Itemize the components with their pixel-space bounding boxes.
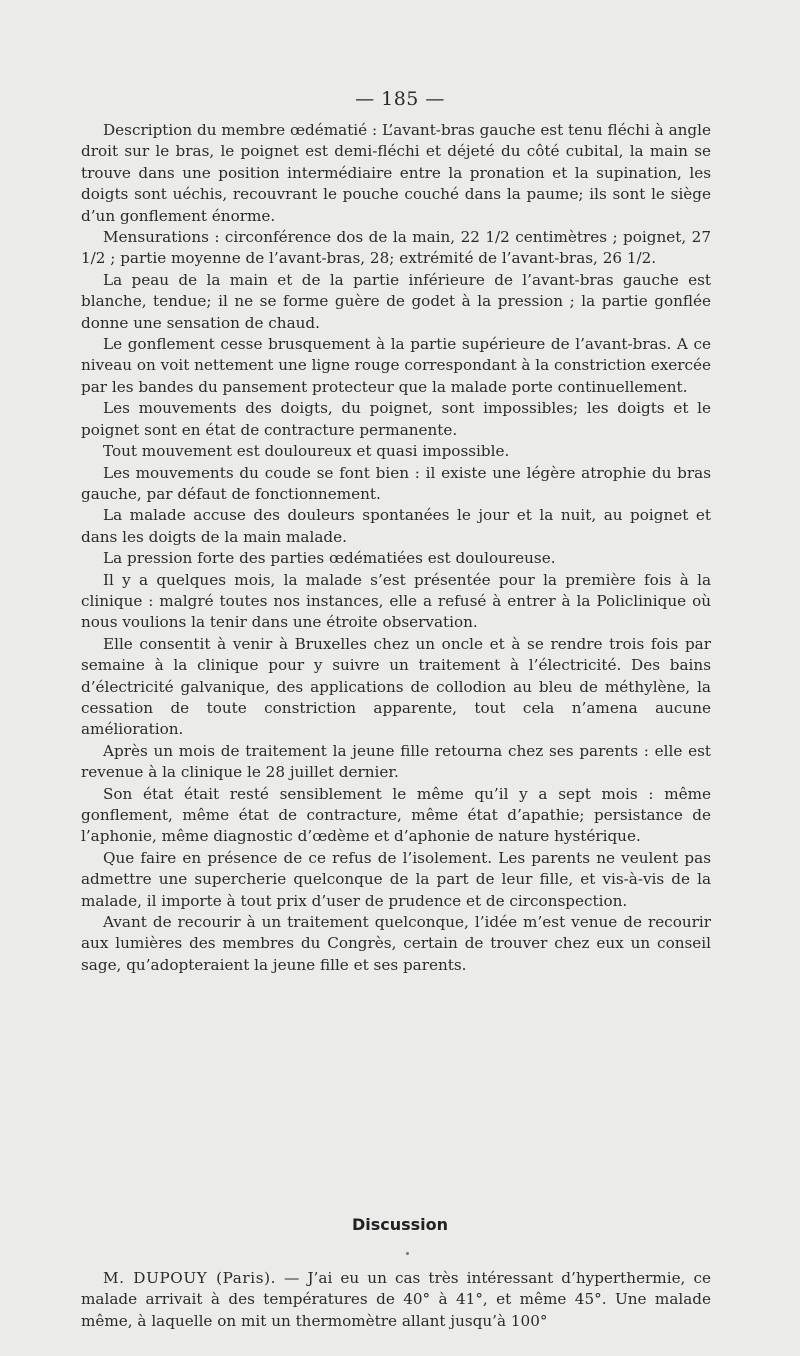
discussion-paragraph [81,1268,711,1332]
paragraph-mouvements-coude: Les mouvements du coude se font bien : il existe une légère atrophie du bras gauche, par défaut de fonctionnement. [81,463,711,503]
decorative-dot [406,1252,409,1255]
paragraph-mouvements-doigts: Les mouvements des doigts, du poignet, sont impossibles; les doigts et le poignet sont en état de contracture permanente. [81,399,711,439]
discussion-block [81,1268,711,1332]
paragraph-mouvement-douloureux: Tout mouvement est douloureux et quasi impossible. [103,442,510,461]
speaker-name: M. DUPOUY (Paris). [103,1269,277,1287]
paragraph-bruxelles: Elle consentit à venir à Bruxelles chez un oncle et à se rendre trois fois par semaine à la clinique pour y suivre un traitement à l’électricité. Des bains d’électricité galvanique, des applications de collodion au bleu de méthylène, la cessation de toute constriction apparente, tout cela n’amena aucune amélioration. [81,634,711,739]
paragraph-etat: Son état était resté sensiblement le même qu’il y a sept mois : même gonflement, même état de contracture, même état d’apathie; persistance de l’aphonie, même diagnostic d’œdème et d’aphonie de nature hystérique. [81,784,711,846]
paragraph-pression: La pression forte des parties œdématiées est douloureuse. [103,549,556,568]
body-text [81,120,711,976]
paragraph-douleurs: La malade accuse des douleurs spontanées le jour et la nuit, au poignet et dans les doigts de la main malade. [81,506,711,546]
page-number: — 185 — [355,88,445,110]
paragraph-congres: Avant de recourir à un traitement quelconque, l’idée m’est venue de recourir aux lumières des membres du Congrès, certain de trouver chez eux un conseil sage, qu’adopteraient la jeune fille et ses parents. [81,913,711,974]
paragraph-clinique: Il y a quelques mois, la malade s’est présentée pour la première fois à la clinique : malgré toutes nos instances, elle a refusé à entrer à la Policlinique où nous voulions la tenir dans une étroite observation. [81,570,711,632]
discussion-text: — J’ai eu un cas très intéressant d’hyperthermie, ce malade arrivait à des températures de 40° à 41°, et même 45°. Une malade même, à laquelle on mit un thermomètre allant jusqu’à 100° [81,1269,711,1330]
paragraph-gonflement: Le gonflement cesse brusquement à la partie supérieure de l’avant-bras. A ce niveau on voit nettement une ligne rouge correspondant à la constriction exercée par les bandes du pansement protecteur que la malade porte continuellement. [81,335,711,396]
paragraph-traitement: Après un mois de traitement la jeune fille retourna chez ses parents : elle est revenue à la clinique le 28 juillet dernier. [81,741,711,782]
discussion-heading: Discussion [351,1215,449,1234]
paragraph-peau: La peau de la main et de la partie inférieure de l’avant-bras gauche est blanche, tendue; il ne se forme guère de godet à la pression ; la partie gonflée donne une sensation de chaud. [81,270,711,332]
paragraph-mensurations: Mensurations : circonférence dos de la main, 22 1/2 centimètres ; poignet, 27 1/2 ; partie moyenne de l’avant-bras, 28; extrémité de l’avant-bras, 26 1/2. [81,228,711,268]
paragraph-description: Description du membre œdématié : L’avant-bras gauche est tenu fléchi à angle droit sur le bras, le poignet est demi-fléchi et déjeté du côté cubital, la main se trouve dans une position intermédiaire entre la pronation et la supination, les doigts sont uéchis, recouvrant le pouche couché dans la paume; ils sont le siège d’un gonflement énorme. [81,121,711,225]
paragraph-isolement: Que faire en présence de ce refus de l’isolement. Les parents ne veulent pas admettre une supercherie quelconque de la part de leur fille, et vis-à-vis de la malade, il importe à tout prix d’user de prudence et de circonspection. [81,848,711,910]
